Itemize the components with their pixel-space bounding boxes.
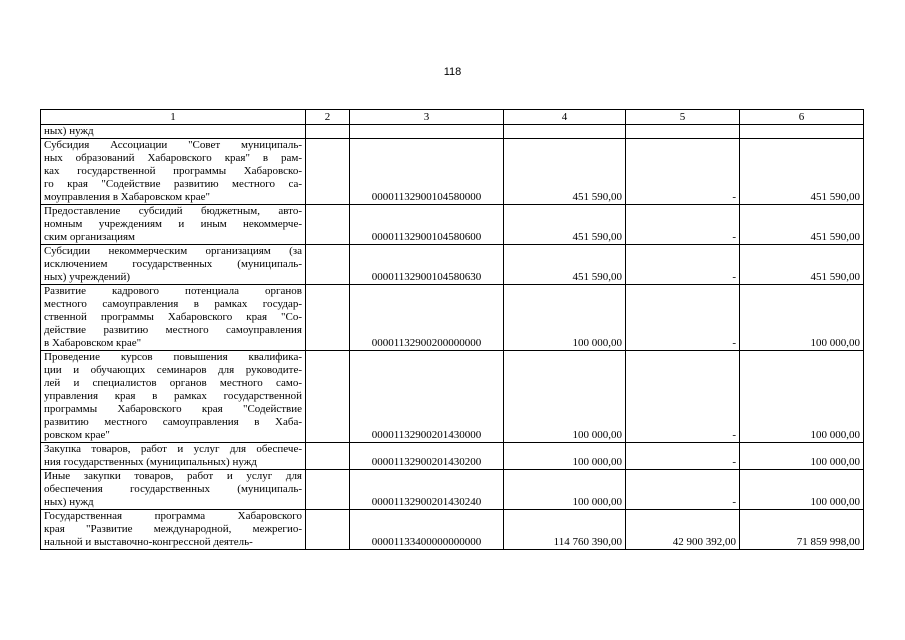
- table-row: [41, 470, 864, 510]
- name-line: Иные закупки товаров, работ и услуг для: [44, 470, 302, 482]
- name-line: номным учреждениям и иным некоммерче-: [44, 218, 302, 230]
- cell-col2: [306, 245, 350, 285]
- cell-value-6: 100 000,00: [740, 285, 864, 351]
- cell-value-5: -: [626, 285, 740, 351]
- cell-col2: [306, 205, 350, 245]
- cell-name: [41, 139, 306, 205]
- cell-col2: [306, 510, 350, 550]
- header-row: [41, 110, 864, 125]
- cell-value-4: 451 590,00: [504, 205, 626, 245]
- name-line: ственной программы Хабаровского края "Со-: [44, 311, 302, 323]
- cell-name: [41, 285, 306, 351]
- name-line: ных) нужд: [44, 496, 94, 508]
- table-row: [41, 139, 864, 205]
- name-line: Предоставление субсидий бюджетным, авто-: [44, 205, 302, 217]
- name-line: местного самоуправления в рамках государ-: [44, 298, 302, 310]
- cell-name: [41, 510, 306, 550]
- cell-col2: [306, 285, 350, 351]
- name-line: ровском крае": [44, 429, 110, 441]
- cell-value-4: 451 590,00: [504, 139, 626, 205]
- cell-code: 00001132900201430200: [350, 443, 504, 470]
- cell-value-5: -: [626, 139, 740, 205]
- name-line: Проведение курсов повышения квалифика-: [44, 351, 302, 363]
- cell-value-5: -: [626, 443, 740, 470]
- table-row: [41, 205, 864, 245]
- cell-name: [41, 245, 306, 285]
- cell-code: 00001133400000000000: [350, 510, 504, 550]
- name-line: ции и обучающих семинаров для руководите-: [44, 364, 302, 376]
- cell-name: [41, 205, 306, 245]
- name-line: программы Хабаровского края "Содействие: [44, 403, 302, 415]
- cell-value-5: 42 900 392,00: [626, 510, 740, 550]
- cell-name: [41, 125, 306, 139]
- table-row: [41, 351, 864, 443]
- cell-name: [41, 470, 306, 510]
- cell-value-6: 451 590,00: [740, 205, 864, 245]
- cell-name: [41, 351, 306, 443]
- cell-code: 00001132900104580600: [350, 205, 504, 245]
- cell-col2: [306, 351, 350, 443]
- cell-name: [41, 443, 306, 470]
- cell-value-4: 451 590,00: [504, 245, 626, 285]
- name-line: ных образований Хабаровского края" в рам-: [44, 152, 302, 164]
- header-cell-3: 3: [350, 110, 504, 125]
- cell-value-4: 100 000,00: [504, 351, 626, 443]
- table-row: [41, 245, 864, 285]
- cell-code: 00001132900201430240: [350, 470, 504, 510]
- cell-code: 00001132900201430000: [350, 351, 504, 443]
- name-line: развитию местного самоуправления в Хаба-: [44, 416, 302, 428]
- cell-col2: [306, 470, 350, 510]
- cell-code: 00001132900104580630: [350, 245, 504, 285]
- cell-value-5: -: [626, 205, 740, 245]
- name-line: Субсидии некоммерческим организациям (за: [44, 245, 302, 257]
- name-line: края "Развитие международной, межрегио-: [44, 523, 302, 535]
- name-line: ским организациям: [44, 231, 136, 243]
- table-row: [41, 443, 864, 470]
- cell-value-5: -: [626, 351, 740, 443]
- name-line: ных) учреждений): [44, 271, 131, 283]
- name-line: Закупка товаров, работ и услуг для обеспече-: [44, 443, 302, 455]
- cell-value-4: 100 000,00: [504, 443, 626, 470]
- table-row: [41, 285, 864, 351]
- cell-value-6: [740, 125, 864, 139]
- name-line: обеспечения государственных (муниципаль-: [44, 483, 302, 495]
- header-cell-2: 2: [306, 110, 350, 125]
- cell-value-6: 100 000,00: [740, 443, 864, 470]
- page-number: 118: [443, 66, 462, 78]
- cell-code: 00001132900104580000: [350, 139, 504, 205]
- name-line: управления края в рамках государственной: [44, 390, 302, 402]
- table-row: [41, 510, 864, 550]
- cell-value-4: 100 000,00: [504, 285, 626, 351]
- table-row: [41, 125, 864, 139]
- name-line: Государственная программа Хабаровского: [44, 510, 302, 522]
- header-cell-4: 4: [504, 110, 626, 125]
- cell-value-5: -: [626, 470, 740, 510]
- cell-code: 00001132900200000000: [350, 285, 504, 351]
- name-line: исключением государственных (муниципаль-: [44, 258, 302, 270]
- cell-code: [350, 125, 504, 139]
- cell-col2: [306, 125, 350, 139]
- cell-value-4: [504, 125, 626, 139]
- cell-value-4: 100 000,00: [504, 470, 626, 510]
- cell-col2: [306, 443, 350, 470]
- name-line: нальной и выставочно-конгрессной деятель-: [44, 536, 253, 548]
- cell-value-6: 71 859 998,00: [740, 510, 864, 550]
- cell-value-6: 100 000,00: [740, 351, 864, 443]
- name-line: ках государственной программы Хабаровско-: [44, 165, 302, 177]
- header-cell-5: 5: [626, 110, 740, 125]
- name-line: в Хабаровском крае": [44, 337, 142, 349]
- table-body: [41, 125, 864, 550]
- name-line: ных) нужд: [44, 125, 94, 137]
- name-line: Развитие кадрового потенциала органов: [44, 285, 302, 297]
- name-line: лей и специалистов органов местного само-: [44, 377, 302, 389]
- cell-value-6: 451 590,00: [740, 245, 864, 285]
- cell-col2: [306, 139, 350, 205]
- name-line: ния государственных (муниципальных) нужд: [44, 456, 257, 468]
- name-line: го края "Содействие развитию местного са-: [44, 178, 302, 190]
- cell-value-6: 100 000,00: [740, 470, 864, 510]
- cell-value-4: 114 760 390,00: [504, 510, 626, 550]
- name-line: действие развитию местного самоуправления: [44, 324, 302, 336]
- header-cell-1: 1: [41, 110, 306, 125]
- name-line: моуправления в Хабаровском крае": [44, 191, 210, 203]
- cell-value-5: -: [626, 245, 740, 285]
- header-cell-6: 6: [740, 110, 864, 125]
- budget-table: [40, 109, 864, 550]
- cell-value-6: 451 590,00: [740, 139, 864, 205]
- cell-value-5: [626, 125, 740, 139]
- name-line: Субсидия Ассоциации "Совет муниципаль-: [44, 139, 302, 151]
